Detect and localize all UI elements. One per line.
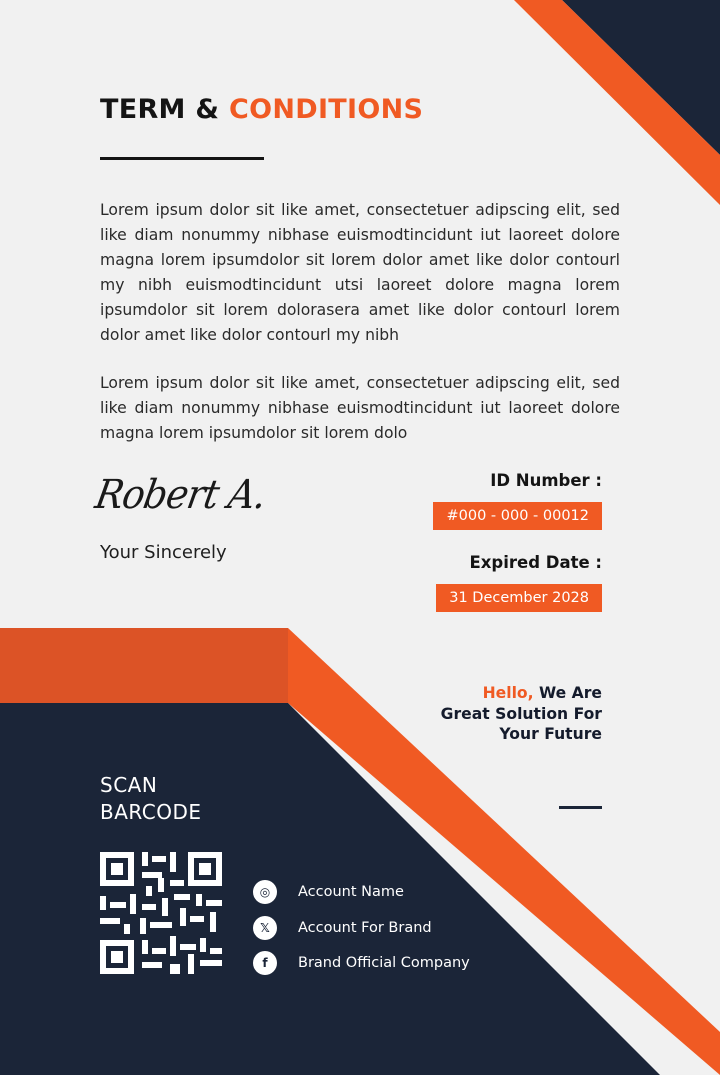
qr-code[interactable] xyxy=(100,852,222,974)
tagline xyxy=(441,683,602,745)
id-number-value: #000 - 000 - 00012 xyxy=(433,502,602,530)
social-label-x: Account For Brand xyxy=(298,920,432,936)
x-twitter-icon: 𝕏 xyxy=(253,916,277,940)
id-number-label: ID Number : xyxy=(490,471,602,490)
tagline-line2: Great Solution For xyxy=(440,704,602,723)
tagline-line3: Your Future xyxy=(499,725,602,743)
instagram-icon: ◎ xyxy=(253,880,277,904)
tagline-rest: We Are xyxy=(533,684,602,702)
scan-barcode-heading: SCAN BARCODE xyxy=(100,773,202,824)
tagline-rule xyxy=(559,806,602,809)
social-item-instagram[interactable] xyxy=(253,880,404,904)
bottom-orange-band xyxy=(0,628,288,703)
terms-paragraph-1: Lorem ipsum dolor sit like amet, consectetuer adipscing elit, sed like diam nonummy nibhase euismodtincidunt iut laoreet dolore magna lorem ipsumdolor sit lorem dolor amet like dolor contourl my nibh euismodtincidunt utsi laoreet dolore magna lorem ipsumdolor sit lorem dolorasera amet like dolor contourl lorem dolor amet like dolor contourl my nibh xyxy=(100,201,620,344)
expired-date-label: Expired Date : xyxy=(469,553,602,572)
terms-paragraph-2: Lorem ipsum dolor sit like amet, consectetuer adipscing elit, sed like diam nonummy nibhase euismodtincidunt iut laoreet dolore magna lorem ipsumdolor sit lorem dolo xyxy=(100,374,620,442)
social-item-x[interactable] xyxy=(253,916,432,940)
social-label-instagram: Account Name xyxy=(298,884,404,900)
signature: Robert A. xyxy=(91,472,270,518)
facebook-icon: f xyxy=(253,951,277,975)
social-item-facebook[interactable] xyxy=(253,951,470,975)
tagline-hello: Hello, xyxy=(482,684,534,702)
closing-text: Your Sincerely xyxy=(100,542,227,563)
social-label-facebook: Brand Official Company xyxy=(298,955,470,971)
title-underline xyxy=(100,157,264,160)
page-title: TERM & CONDITIONS xyxy=(100,94,424,125)
expired-date-value: 31 December 2028 xyxy=(436,584,602,612)
